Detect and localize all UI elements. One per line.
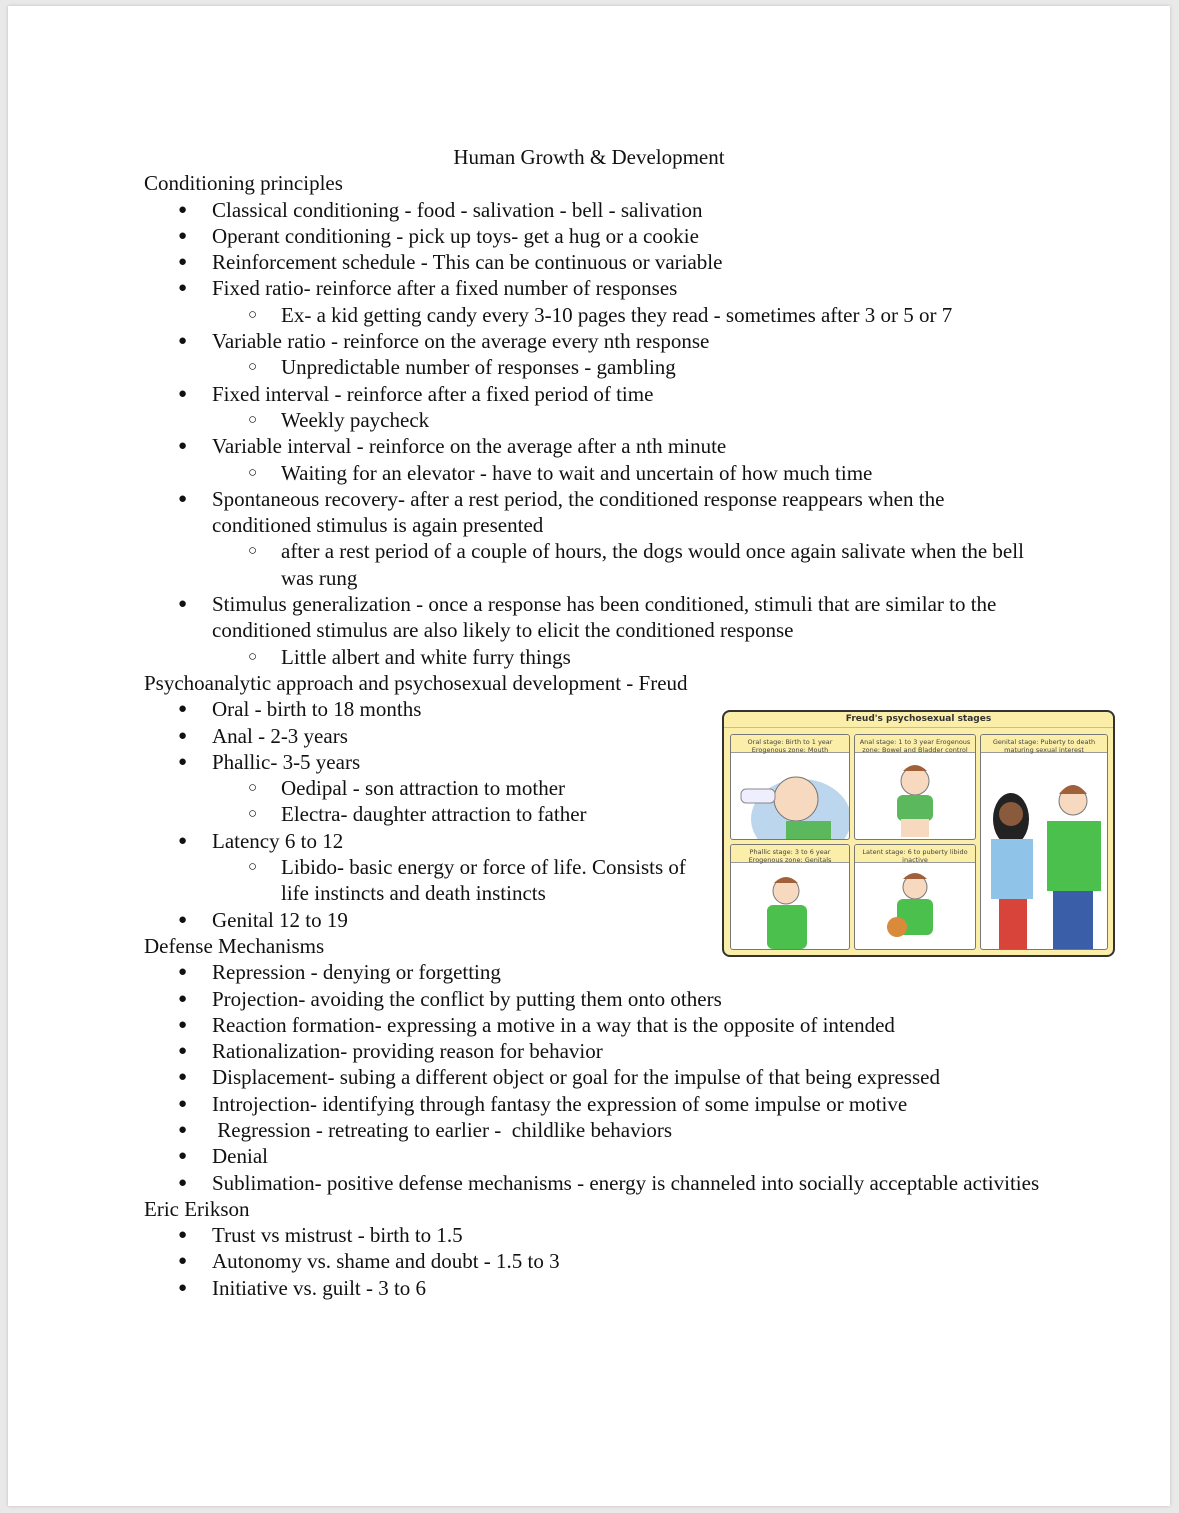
sub-bullet-item: ○ Unpredictable number of responses - gambling — [144, 354, 1044, 380]
bullet-item: ● Classical conditioning - food - salivation - bell - salivation — [144, 197, 1044, 223]
bullet-item: ● Autonomy vs. shame and doubt - 1.5 to 3 — [144, 1248, 1044, 1274]
bullet-item: ● Oral - birth to 18 months — [144, 696, 704, 722]
figure-title: Freud's psychosexual stages — [724, 712, 1113, 728]
sub-bullet-item: ○ after a rest period of a couple of hours, the dogs would once again salivate when the bell was rung — [144, 538, 1044, 591]
adults-illustration — [981, 759, 1107, 949]
genital-stage-panel — [980, 734, 1108, 950]
bullet-item: ● Reaction formation- expressing a motive in a way that is the opposite of intended — [144, 1012, 1044, 1038]
latent-caption: Latent stage: 6 to puberty libido inactive — [855, 845, 975, 863]
sub-bullet-item: ○ Electra- daughter attraction to father — [144, 801, 704, 827]
bullet-item: ● Anal - 2-3 years — [144, 723, 704, 749]
bullet-item: ● Spontaneous recovery- after a rest period, the conditioned response reappears when the conditioned stimulus is again presented — [144, 486, 1044, 539]
bullet-item: ● Denial — [144, 1143, 1044, 1169]
sub-bullet-item: ○ Oedipal - son attraction to mother — [144, 775, 704, 801]
bullet-item: ● Phallic- 3-5 years — [144, 749, 704, 775]
bullet-item: ● Displacement- subing a different object or goal for the impulse of that being expressed — [144, 1064, 1044, 1090]
section-heading: Defense Mechanisms — [144, 933, 325, 958]
toddler-illustration — [855, 759, 975, 839]
section-heading: Eric Erikson — [144, 1196, 250, 1221]
sub-bullet-item: ○ Weekly paycheck — [144, 407, 1044, 433]
bullet-item: ● Variable ratio - reinforce on the average every nth response — [144, 328, 1044, 354]
bullet-item: ● Rationalization- providing reason for behavior — [144, 1038, 1044, 1064]
sub-bullet-item: ○ Ex- a kid getting candy every 3-10 pages they read - sometimes after 3 or 5 or 7 — [144, 302, 1044, 328]
document-title: Human Growth & Development — [453, 145, 725, 169]
section-heading: Psychoanalytic approach and psychosexual development - Freud — [144, 670, 688, 695]
bullet-list — [144, 1222, 1044, 1301]
bullet-list — [144, 959, 1044, 1196]
section — [144, 933, 1044, 1196]
oral-caption: Oral stage: Birth to 1 year Erogenous zone: Mouth — [731, 735, 849, 753]
anal-stage-panel — [854, 734, 976, 840]
bullet-list — [144, 696, 704, 933]
child-illustration — [731, 869, 849, 949]
section-heading: Conditioning principles — [144, 171, 343, 196]
bullet-item: ● Repression - denying or forgetting — [144, 959, 1044, 985]
bullet-item: ● Latency 6 to 12 — [144, 828, 704, 854]
bullet-item: ● Projection- avoiding the conflict by putting them onto others — [144, 986, 1044, 1012]
phallic-caption: Phallic stage: 3 to 6 year Erogenous zone: Genitals — [731, 845, 849, 863]
baby-illustration — [731, 759, 849, 839]
bullet-item: ● Initiative vs. guilt - 3 to 6 — [144, 1275, 1044, 1301]
section — [144, 670, 704, 933]
freud-stages-figure — [722, 710, 1115, 957]
section — [144, 1196, 1044, 1301]
boy-with-ball-illustration — [855, 869, 975, 949]
section — [144, 170, 1044, 670]
bullet-item: ● Operant conditioning - pick up toys- get a hug or a cookie — [144, 223, 1044, 249]
bullet-list — [144, 197, 1044, 670]
anal-caption: Anal stage: 1 to 3 year Erogenous zone: Bowel and Bladder control — [855, 735, 975, 753]
bullet-item: ● Reinforcement schedule - This can be continuous or variable — [144, 249, 1044, 275]
genital-caption: Genital stage: Puberty to death maturing sexual interest — [981, 735, 1107, 753]
bullet-item: ● Introjection- identifying through fantasy the expression of some impulse or motive — [144, 1091, 1044, 1117]
bullet-item: ● Fixed interval - reinforce after a fixed period of time — [144, 381, 1044, 407]
sub-bullet-item: ○ Little albert and white furry things — [144, 644, 1044, 670]
sub-bullet-item: ○ Waiting for an elevator - have to wait and uncertain of how much time — [144, 460, 1044, 486]
bullet-item: ● Sublimation- positive defense mechanisms - energy is channeled into socially acceptable activities — [144, 1170, 1044, 1196]
sub-bullet-item: ○ Libido- basic energy or force of life. Consists of life instincts and death instincts — [144, 854, 704, 907]
latent-stage-panel — [854, 844, 976, 950]
oral-stage-panel — [730, 734, 850, 840]
bullet-item: ● Stimulus generalization - once a response has been conditioned, stimuli that are similar to the conditioned stimulus are also likely to elicit the conditioned response — [144, 591, 1044, 644]
bullet-item: ● Variable interval - reinforce on the average after a nth minute — [144, 433, 1044, 459]
bullet-item: ● Genital 12 to 19 — [144, 907, 704, 933]
bullet-item: ● Fixed ratio- reinforce after a fixed number of responses — [144, 275, 1044, 301]
bullet-item: ● Trust vs mistrust - birth to 1.5 — [144, 1222, 1044, 1248]
phallic-stage-panel — [730, 844, 850, 950]
bullet-item: ● Regression - retreating to earlier - childlike behaviors — [144, 1117, 1044, 1143]
